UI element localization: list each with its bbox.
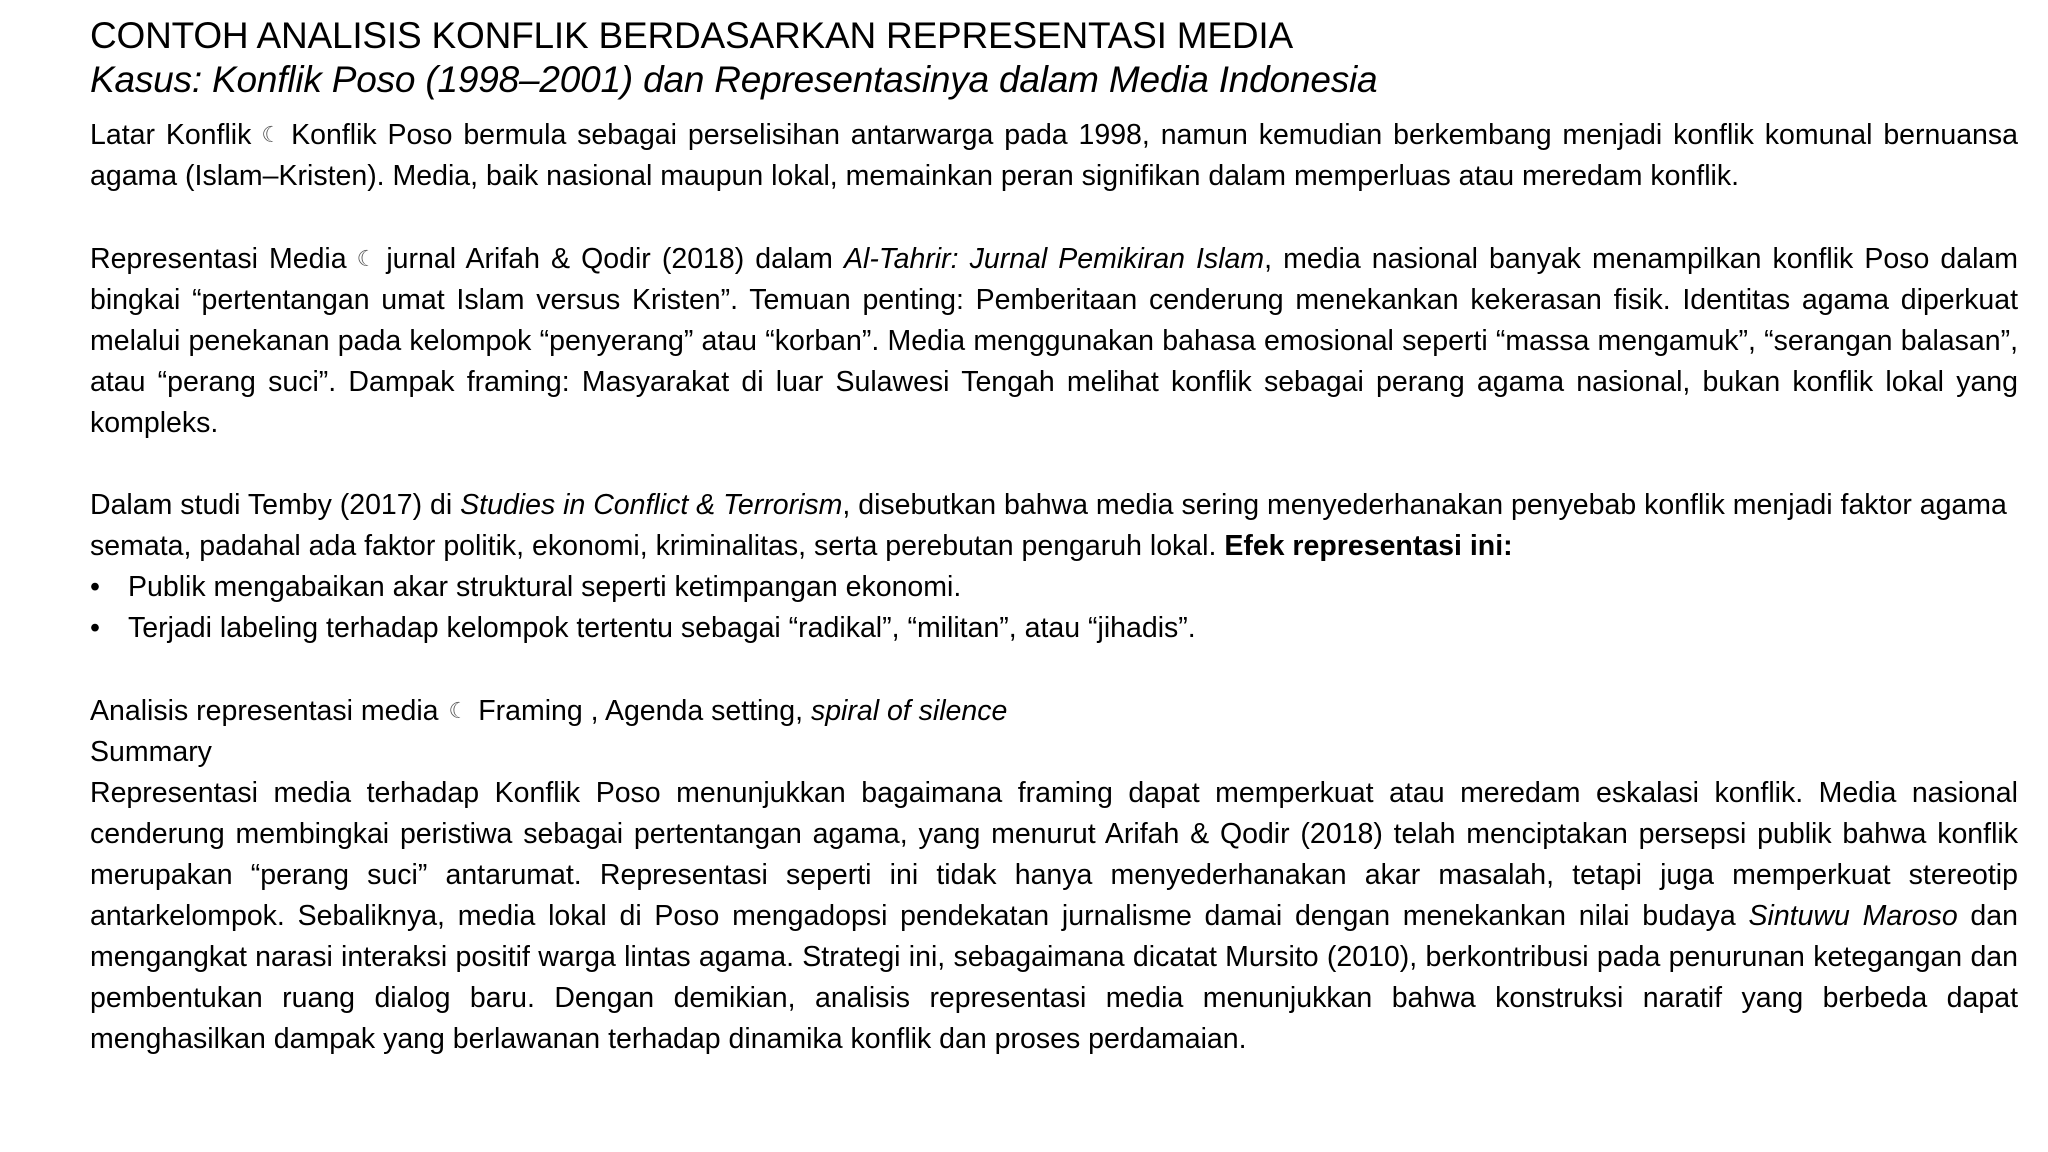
latar-text: Konflik Poso bermula sebagai perselisihan antarwarga pada 1998, namun kemudian berkembang menjadi konflik komunal bernuansa agama (Islam–Kristen). Media, baik nasional maupun lokal, memainkan peran signifikan dalam memperluas atau meredam konflik.: [90, 119, 2019, 192]
latar-paragraph: [90, 114, 2018, 197]
effects-list: [90, 567, 2018, 649]
analisis-italic: spiral of silence: [810, 695, 1008, 727]
representasi-text-after: , media nasional banyak menampilkan konflik Poso dalam bingkai “pertentangan umat Islam versus Kristen”. Temuan penting: Pemberitaan cenderung menekankan kekerasan fisik. Identitas agama diperkuat melalui penekanan pada kelompok “penyerang” atau “korban”. Media menggunakan bahasa emosional seperti “massa mengamuk”, “serangan balasan”, atau “perang suci”. Dampak framing: Masyarakat di luar Sulawesi Tengah melihat konflik sebagai perang agama nasional, bukan konflik lokal yang kompleks.: [90, 243, 2019, 439]
summary-text-after: dan mengangkat narasi interaksi positif warga lintas agama. Strategi ini, sebagaimana dicatat Mursito (2010), berkontribusi pada penurunan ketegangan dan pembentukan ruang dialog baru. Dengan demikian, analisis representasi media menunjukkan bahwa konstruksi naratif yang berbeda dapat menghasilkan dampak yang berlawanan terhadap dinamika konflik dan proses perdamaian.: [90, 900, 2018, 1055]
representasi-label: Representasi Media: [90, 243, 347, 275]
temby-text-after: , disebutkan bahwa media sering menyederhanakan penyebab konflik menjadi faktor agama semata, padahal ada faktor politik, ekonomi, kriminalitas, serta perebutan pengaruh lokal.: [90, 489, 2007, 562]
summary-heading: Summary: [90, 736, 212, 768]
temby-text-before: Dalam studi Temby (2017) di: [90, 489, 461, 521]
arrow-icon: ☾: [356, 246, 377, 271]
temby-journal: Studies in Conflict & Terrorism: [460, 489, 843, 521]
analisis-text: Framing , Agenda setting,: [478, 695, 811, 727]
list-item: [90, 567, 2018, 608]
summary-paragraph: [90, 773, 2018, 1060]
list-item: [90, 608, 2018, 649]
slide-title: CONTOH ANALISIS KONFLIK BERDASARKAN REPRESENTASI MEDIA: [90, 15, 1293, 56]
representasi-text-before: jurnal Arifah & Qodir (2018) dalam: [386, 243, 844, 275]
analisis-label: Analisis representasi media: [90, 695, 439, 727]
latar-label: Latar Konflik: [90, 119, 252, 151]
representasi-paragraph: [90, 238, 2018, 444]
temby-paragraph: [90, 485, 2018, 567]
slide-subtitle: Kasus: Konflik Poso (1998–2001) dan Representasinya dalam Media Indonesia: [90, 59, 1378, 100]
arrow-icon: ☾: [448, 698, 469, 723]
bullet-icon: •: [90, 571, 100, 603]
analisis-line: [90, 690, 2018, 732]
bullet-text: Publik mengabaikan akar struktural seperti ketimpangan ekonomi.: [128, 571, 962, 603]
summary-italic: Sintuwu Maroso: [1748, 900, 1958, 932]
summary-text-before: Representasi media terhadap Konflik Poso menunjukkan bagaimana framing dapat memperkuat atau meredam eskalasi konflik. Media nasional cenderung membingkai peristiwa sebagai pertentangan agama, yang menurut Arifah & Qodir (2018) telah menciptakan persepsi publik bahwa konflik merupakan “perang suci” antarumat. Representasi seperti ini tidak hanya menyederhanakan akar masalah, tetapi juga memperkuat stereotip antarkelompok. Sebaliknya, media lokal di Poso mengadopsi pendekatan jurnalisme damai dengan menekankan nilai budaya: [90, 777, 2018, 932]
representasi-journal: Al-Tahrir: Jurnal Pemikiran Islam: [843, 243, 1265, 275]
slide: [90, 14, 2018, 1060]
temby-bold: Efek representasi ini:: [1224, 530, 1513, 562]
arrow-icon: ☾: [261, 122, 282, 147]
bullet-icon: •: [90, 612, 100, 644]
bullet-text: Terjadi labeling terhadap kelompok tertentu sebagai “radikal”, “militan”, atau “jihadis”.: [128, 612, 1196, 644]
